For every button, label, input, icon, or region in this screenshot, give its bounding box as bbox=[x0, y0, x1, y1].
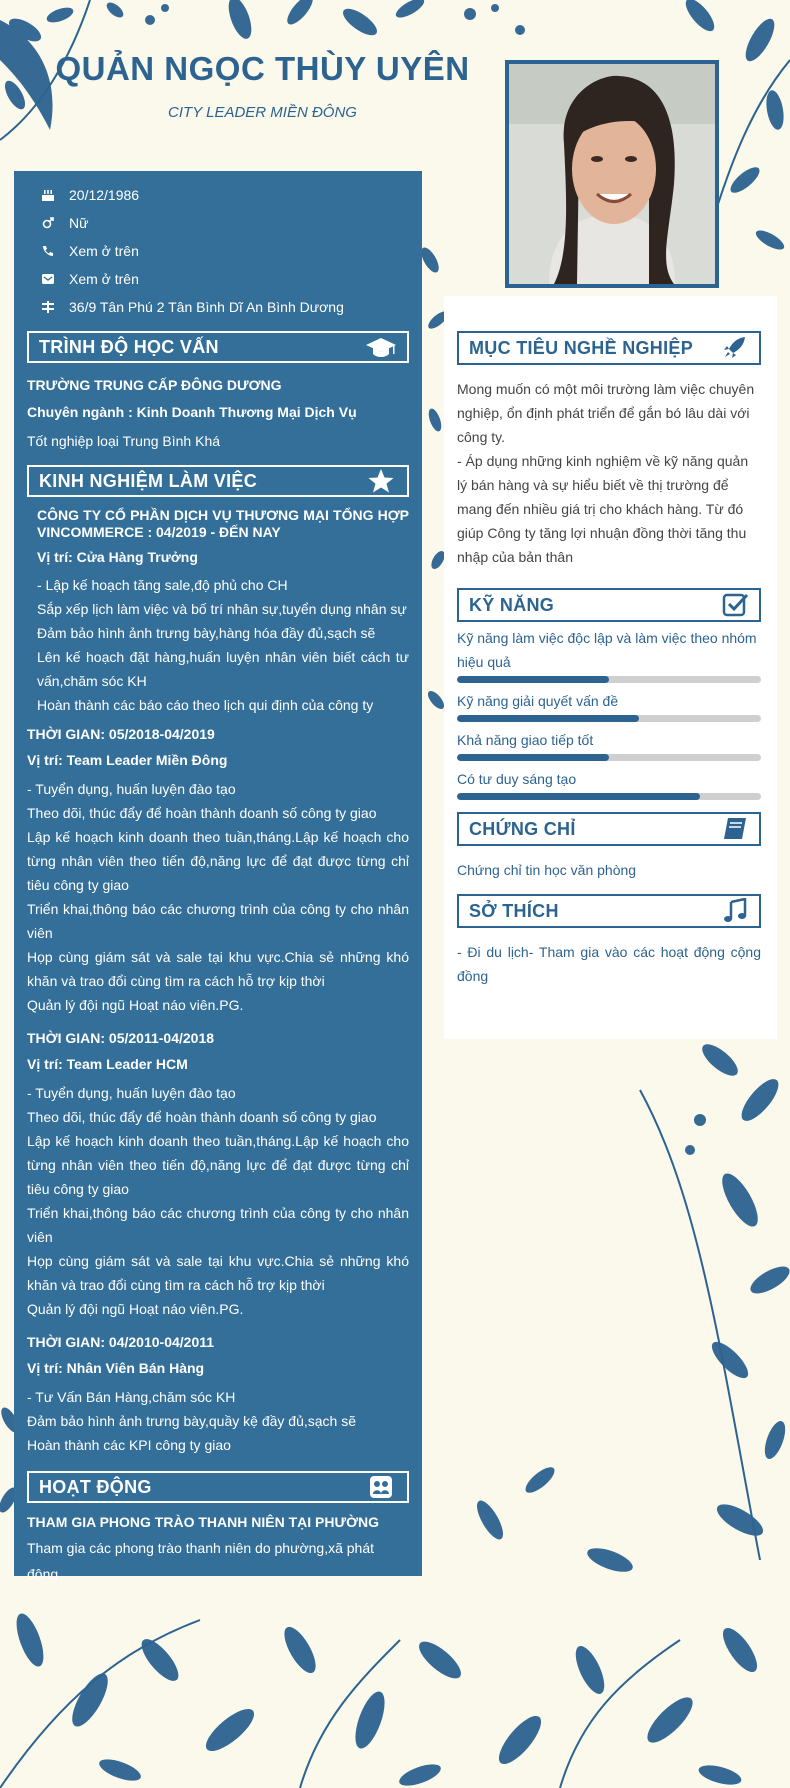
activities-desc: Tham gia các phong trào thanh niên do phường,xã phát động bbox=[27, 1540, 375, 1582]
job3-time: THỜI GIAN: 05/2011-04/2018 bbox=[27, 1030, 215, 1046]
rocket-icon bbox=[721, 335, 749, 361]
skill-bar-fill bbox=[457, 793, 700, 800]
job4-line: Hoàn thành các KPI công ty giao bbox=[27, 1437, 231, 1453]
info-email-text: Xem ở trên bbox=[69, 271, 139, 287]
graduation-cap-icon bbox=[365, 334, 397, 360]
job4-line: - Tư Vấn Bán Hàng,chăm sóc KH bbox=[27, 1389, 236, 1405]
job2-line: Triển khai,thông báo các chương trình của công ty cho nhân viên bbox=[27, 901, 409, 941]
skill-bar-fill bbox=[457, 754, 609, 761]
job2-position: Vị trí: Team Leader Miền Đông bbox=[27, 752, 228, 768]
checkbox-icon bbox=[721, 592, 749, 618]
objective-p1: Mong muốn có một môi trường làm việc chuyên nghiệp, ổn định phát triển để gắn bó lâu dài với công ty. bbox=[457, 381, 755, 445]
job-title: CITY LEADER MIỀN ĐÔNG bbox=[168, 104, 357, 121]
certificates-text: Chứng chỉ tin học văn phòng bbox=[457, 862, 637, 878]
job1-position: Vị trí: Cửa Hàng Trưởng bbox=[37, 549, 198, 565]
people-icon bbox=[365, 1474, 397, 1500]
job1-line: - Lập kế hoạch tăng sale,độ phủ cho CH bbox=[37, 577, 288, 593]
activities-heading bbox=[27, 1471, 409, 1503]
experience-heading bbox=[27, 465, 409, 497]
activities-title: THAM GIA PHONG TRÀO THANH NIÊN TẠI PHƯỜNG bbox=[27, 1514, 380, 1530]
certificates-heading-text: CHỨNG CHỈ bbox=[469, 818, 576, 839]
job1-line: Hoàn thành các báo cáo theo lịch qui định của công ty bbox=[37, 697, 374, 713]
right-panel bbox=[444, 296, 777, 1039]
job4-line: Đảm bảo hình ảnh trưng bày,quầy kệ đầy đủ,sạch sẽ bbox=[27, 1413, 356, 1429]
objective-heading bbox=[457, 331, 761, 365]
skill-bar bbox=[457, 754, 761, 761]
job1-line: Sắp xếp lịch làm việc và bố trí nhân sự,tuyển dụng nhân sự bbox=[37, 601, 407, 617]
job4-position: Vị trí: Nhân Viên Bán Hàng bbox=[27, 1360, 205, 1376]
job1-line: Lên kế hoạch đặt hàng,huấn luyện nhân viên biết cách tư vấn,chăm sóc KH bbox=[37, 649, 409, 689]
phone-icon bbox=[41, 244, 55, 258]
objective-heading-text: MỤC TIÊU NGHỀ NGHIỆP bbox=[469, 337, 694, 358]
skill-label: Khả năng giao tiếp tốt bbox=[457, 732, 594, 748]
job2-line: - Tuyển dụng, huấn luyện đào tạo bbox=[27, 781, 236, 797]
skill-label: Kỹ năng giải quyết vấn đề bbox=[457, 693, 619, 709]
star-icon bbox=[365, 468, 397, 494]
job3-line: Theo dõi, thúc đẩy để hoàn thành doanh số công ty giao bbox=[27, 1109, 377, 1125]
address-icon bbox=[41, 300, 55, 314]
info-birthday-text: 20/12/1986 bbox=[69, 187, 140, 203]
info-gender-text: Nữ bbox=[69, 215, 89, 231]
hobbies-heading-text: SỞ THÍCH bbox=[469, 900, 559, 921]
info-birthday bbox=[27, 181, 409, 209]
job2-line: Họp cùng giám sát và sale tại khu vực.Chia sẻ những khó khăn và trao đổi cùng tìm ra cách hỗ trợ kịp thời bbox=[27, 949, 409, 989]
skill-bar-fill bbox=[457, 715, 639, 722]
certificates-heading bbox=[457, 812, 761, 846]
job3-line: Quản lý đội ngũ Hoạt náo viên.PG. bbox=[27, 1301, 244, 1317]
birthday-cake-icon bbox=[41, 188, 55, 202]
info-email bbox=[27, 265, 409, 293]
info-address bbox=[27, 293, 409, 321]
job3-line: Họp cùng giám sát và sale tại khu vực.Chia sẻ những khó khăn và trao đổi cùng tìm ra cách hỗ trợ kịp thời bbox=[27, 1253, 409, 1293]
profile-photo bbox=[505, 60, 719, 288]
education-heading-text: TRÌNH ĐỘ HỌC VẤN bbox=[39, 336, 219, 357]
job3-line: Triển khai,thông báo các chương trình của công ty cho nhân viên bbox=[27, 1205, 409, 1245]
education-school: TRƯỜNG TRUNG CẤP ĐÔNG DƯƠNG bbox=[27, 377, 282, 393]
skill-bar-fill bbox=[457, 676, 609, 683]
job2-time: THỜI GIAN: 05/2018-04/2019 bbox=[27, 726, 215, 742]
education-heading bbox=[27, 331, 409, 363]
skills-heading bbox=[457, 588, 761, 622]
job1-line: Đảm bảo hình ảnh trưng bày,hàng hóa đầy đủ,sạch sẽ bbox=[37, 625, 376, 641]
skill-bar bbox=[457, 715, 761, 722]
experience-company: CÔNG TY CỔ PHẦN DỊCH VỤ THƯƠNG MẠI TỔNG HỢP VINCOMMERCE : 04/2019 - ĐẾN NAY bbox=[37, 507, 409, 540]
job3-position: Vị trí: Team Leader HCM bbox=[27, 1056, 188, 1072]
hobbies-heading bbox=[457, 894, 761, 928]
job3-line: - Tuyển dụng, huấn luyện đào tạo bbox=[27, 1085, 236, 1101]
left-panel bbox=[14, 171, 422, 1582]
skill-label: Kỹ năng làm việc độc lập và làm việc theo nhóm hiệu quả bbox=[457, 630, 757, 670]
info-phone bbox=[27, 237, 409, 265]
hobbies-text: - Đi du lịch- Tham gia vào các hoạt động cộng đồng bbox=[457, 944, 761, 984]
email-icon bbox=[41, 272, 55, 286]
info-phone-text: Xem ở trên bbox=[69, 243, 139, 259]
skill-bar bbox=[457, 676, 761, 683]
objective-p2: - Áp dụng những kinh nghiệm về kỹ năng quản lý bán hàng và sự hiểu biết về thị trường để mang đến nhiều giá trị cho khách hàng. Từ đó giúp Công ty tăng lợi nhuận đồng thời tăng thu nhập của bản thân bbox=[457, 453, 749, 565]
skill-label: Có tư duy sáng tạo bbox=[457, 771, 577, 787]
info-address-text: 36/9 Tân Phú 2 Tân Bình Dĩ An Bình Dương bbox=[69, 299, 344, 315]
job2-line: Lập kế hoạch kinh doanh theo tuần,tháng.Lập kế hoạch cho từng nhân viên theo tiến độ,năng lực để đạt được từng chỉ tiêu công ty giao bbox=[27, 829, 409, 893]
education-major: Chuyên ngành : Kinh Doanh Thương Mại Dịch Vụ bbox=[27, 404, 357, 420]
activities-heading-text: HOẠT ĐỘNG bbox=[39, 1476, 152, 1497]
job3-line: Lập kế hoạch kinh doanh theo tuần,tháng.Lập kế hoạch cho từng nhân viên theo tiến độ,năng lực để đạt được từng chỉ tiêu công ty giao bbox=[27, 1133, 409, 1197]
job2-line: Quản lý đội ngũ Hoạt náo viên.PG. bbox=[27, 997, 244, 1013]
skill-bar bbox=[457, 793, 761, 800]
experience-heading-text: KINH NGHIỆM LÀM VIỆC bbox=[39, 470, 258, 491]
gender-icon bbox=[41, 216, 55, 230]
book-icon bbox=[721, 816, 749, 842]
job2-line: Theo dõi, thúc đẩy để hoàn thành doanh số công ty giao bbox=[27, 805, 377, 821]
music-note-icon bbox=[721, 898, 749, 924]
skills-heading-text: KỸ NĂNG bbox=[469, 594, 555, 615]
education-grade: Tốt nghiệp loại Trung Bình Khá bbox=[27, 433, 221, 449]
candidate-name: QUẢN NGỌC THÙY UYÊN bbox=[55, 50, 470, 87]
info-gender bbox=[27, 209, 409, 237]
job4-time: THỜI GIAN: 04/2010-04/2011 bbox=[27, 1334, 215, 1350]
